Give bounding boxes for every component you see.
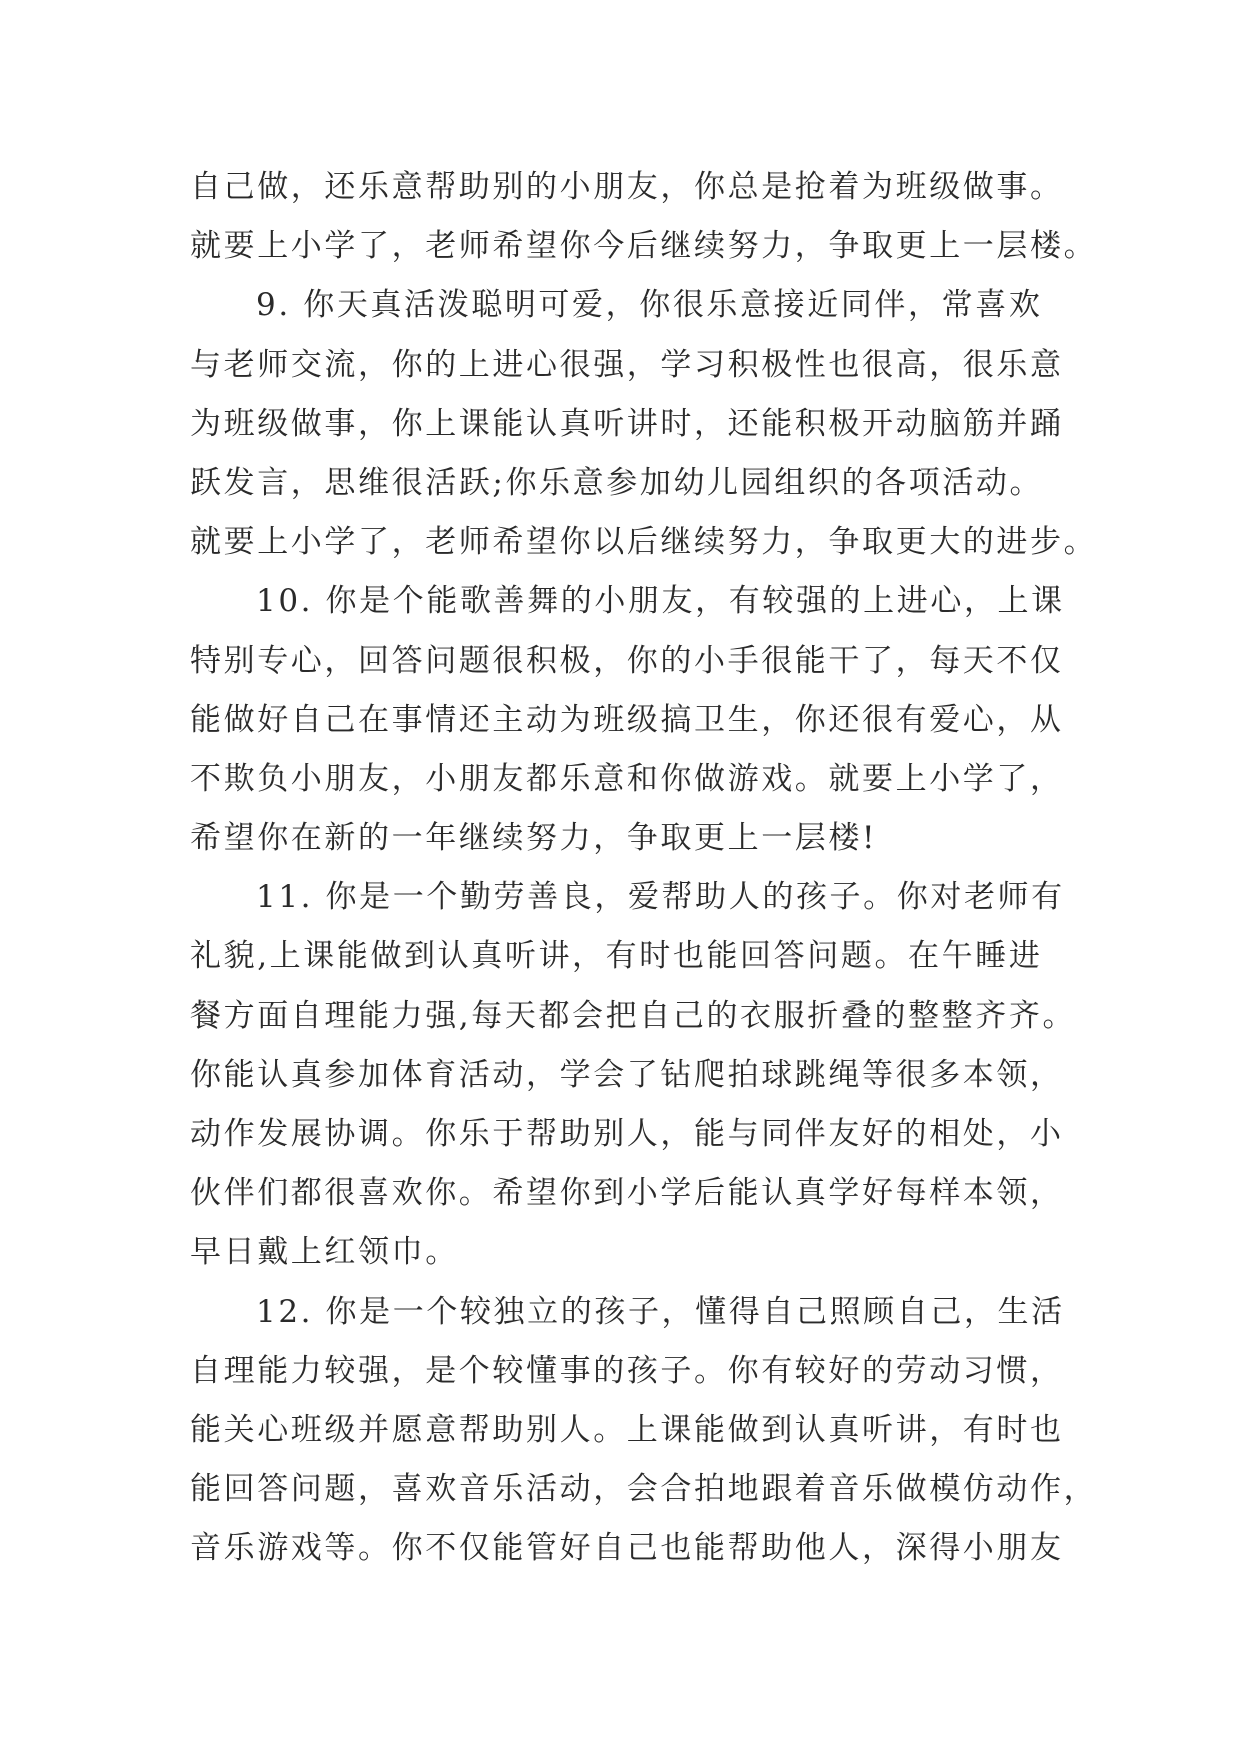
text-line: 特别专心，回答问题很积极，你的小手很能干了，每天不仅: [190, 642, 1064, 679]
text-line: 早日戴上红领巾。: [190, 1234, 459, 1271]
text-line: 能做好自己在事情还主动为班级搞卫生，你还很有爱心，从: [190, 701, 1064, 738]
text-line: 希望你在新的一年继续努力，争取更上一层楼!: [190, 820, 878, 857]
paragraph-start-line: 10. 你是个能歌善舞的小朋友，有较强的上进心，上课: [256, 583, 1065, 620]
text-line: 就要上小学了，老师希望你今后继续努力，争取更上一层楼。: [190, 228, 1098, 265]
text-line: 礼貌,上课能做到认真听讲，有时也能回答问题。在午睡进: [190, 938, 1043, 975]
text-line: 音乐游戏等。你不仅能管好自己也能帮助他人，深得小朋友: [190, 1530, 1064, 1567]
paragraph-start-line: 12. 你是一个较独立的孩子，懂得自己照顾自己，生活: [256, 1293, 1065, 1330]
text-line: 自己做，还乐意帮助别的小朋友，你总是抢着为班级做事。: [190, 169, 1064, 205]
text-line: 能关心班级并愿意帮助别人。上课能做到认真听讲，有时也: [190, 1411, 1064, 1448]
document-body: [190, 158, 1098, 1579]
text-line: 伙伴们都很喜欢你。希望你到小学后能认真学好每样本领，: [190, 1175, 1064, 1212]
text-line: 跃发言，思维很活跃;你乐意参加幼儿园组织的各项活动。: [190, 464, 1044, 501]
text-line: 就要上小学了，老师希望你以后继续努力，争取更大的进步。: [190, 524, 1098, 561]
text-line: 为班级做事，你上课能认真听讲时，还能积极开动脑筋并踊: [190, 405, 1064, 442]
text-line: 与老师交流，你的上进心很强，学习积极性也很高，很乐意: [190, 346, 1064, 383]
text-line: 餐方面自理能力强,每天都会把自己的衣服折叠的整整齐齐。: [190, 997, 1077, 1034]
text-line: 自理能力较强，是个较懂事的孩子。你有较好的劳动习惯，: [190, 1352, 1064, 1389]
text-line: 动作发展协调。你乐于帮助别人，能与同伴友好的相处，小: [190, 1116, 1064, 1152]
paragraph-start-line: 9. 你天真活泼聪明可爱，你很乐意接近同伴，常喜欢: [256, 287, 1043, 324]
text-line: 你能认真参加体育活动，学会了钻爬拍球跳绳等很多本领，: [190, 1056, 1064, 1093]
text-line: 不欺负小朋友，小朋友都乐意和你做游戏。就要上小学了，: [190, 760, 1064, 797]
paragraph-start-line: 11. 你是一个勤劳善良，爱帮助人的孩子。你对老师有: [256, 879, 1065, 916]
text-line: 能回答问题，喜欢音乐活动，会合拍地跟着音乐做模仿动作，: [190, 1471, 1098, 1508]
